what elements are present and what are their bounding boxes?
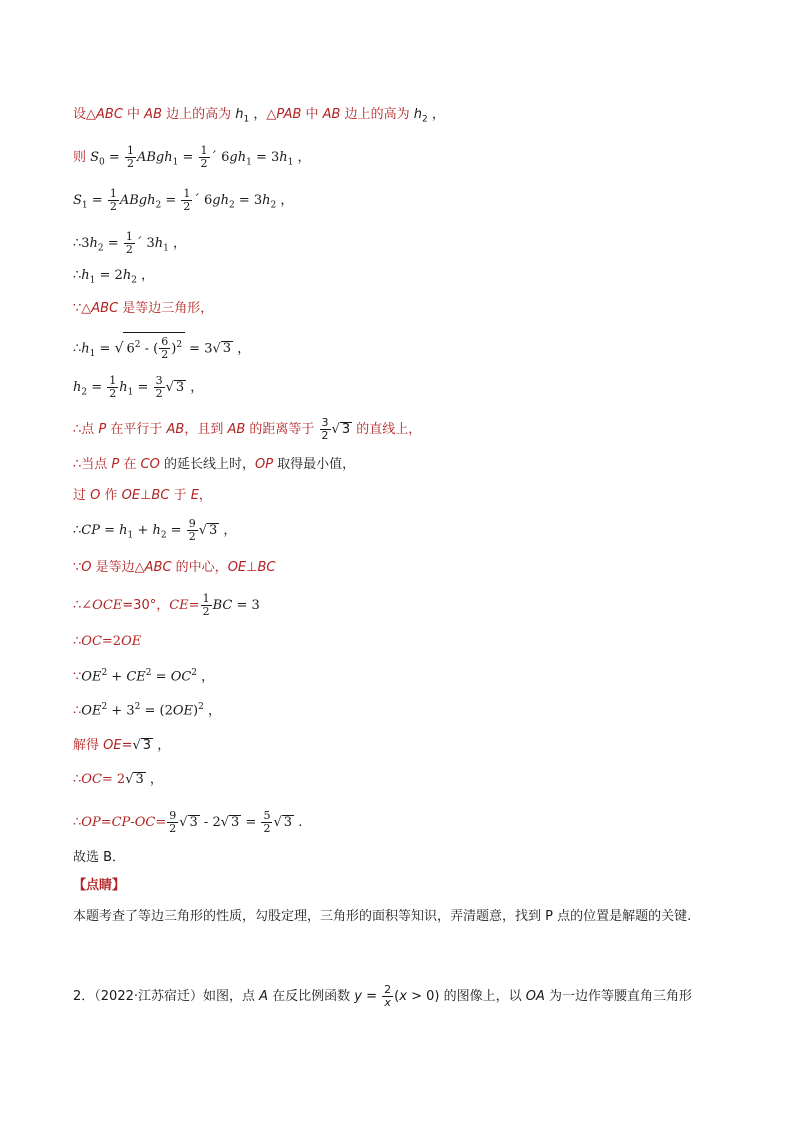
point-p: P (111, 457, 120, 472)
text: 的延长线上时， (159, 457, 255, 472)
var-h: h (262, 193, 271, 208)
text: 是等边 (91, 560, 135, 575)
var-h: h (119, 523, 128, 538)
segment-ce: CE (169, 598, 189, 613)
var-x: x (399, 989, 407, 1004)
exponent: 2 (134, 340, 141, 350)
var-gh: gh (155, 150, 173, 165)
equals: = (100, 815, 112, 830)
text: ∴点 (73, 422, 99, 437)
fraction (124, 231, 135, 256)
times-three: ´ 3 (135, 236, 155, 251)
denominator: 2 (200, 157, 208, 170)
segment-ab: AB (322, 107, 341, 122)
point-a: A (259, 989, 269, 1004)
equals: = (103, 236, 123, 251)
numerator: 1 (200, 144, 208, 157)
text: 于 (169, 488, 191, 503)
therefore-three: ∴3 (73, 236, 90, 251)
therefore-symbol: ∴ (73, 703, 82, 719)
segment-co: CO (140, 457, 160, 472)
segment-cp: CP (81, 523, 100, 538)
punct: ， (427, 107, 445, 122)
denominator: 2 (126, 157, 134, 170)
segment-oa: OA (525, 989, 545, 1004)
times-six: ´ 6 (210, 150, 230, 165)
numerator: 1 (183, 187, 191, 200)
because-symbol: ∵ (73, 669, 82, 685)
triangle-pab: △PAB (266, 107, 302, 122)
exponent: 2 (101, 702, 108, 712)
next-question (73, 984, 692, 1009)
solution-line-18 (73, 736, 170, 756)
punct: ， (145, 772, 163, 787)
var-gh: gh (138, 193, 156, 208)
segment-ab: AB (227, 422, 246, 437)
radicand: 3 (209, 523, 218, 538)
minus: - (130, 815, 135, 830)
point-p: P (98, 422, 107, 437)
numerator: 9 (169, 809, 177, 822)
point-o: O (81, 560, 92, 575)
subscript: 1 (163, 243, 169, 254)
segment-ce: CE (126, 669, 146, 685)
punct: ， (276, 193, 294, 208)
therefore-symbol: ∴ (73, 772, 82, 787)
text: 是等边三角形， (118, 301, 214, 316)
radical-sign: √ (165, 380, 174, 395)
radicand: 3 (135, 772, 144, 787)
segment-bc: BC (257, 560, 276, 575)
comment-body (73, 904, 723, 930)
equals: = (95, 341, 115, 357)
fraction (382, 984, 393, 1009)
text: 设 (73, 107, 87, 122)
subscript: 2 (155, 200, 162, 211)
text: ∴当点 (73, 457, 112, 472)
fraction (108, 188, 119, 213)
denominator: 2 (161, 348, 169, 362)
solution-line-11 (73, 486, 212, 506)
answer-text: 故选 B． (73, 850, 126, 865)
punct: ， (293, 150, 311, 165)
subscript: 2 (97, 243, 104, 254)
var-h: h (122, 268, 132, 283)
text: 过 (73, 488, 91, 503)
radicand: 3 (222, 341, 232, 357)
question-text: 在反比例函数 (268, 989, 355, 1004)
subscript: 1 (127, 387, 134, 398)
subscript: 1 (287, 157, 294, 168)
subscript: 1 (81, 200, 88, 211)
fraction (154, 375, 165, 400)
radicand (123, 332, 185, 361)
solution-line-20 (73, 810, 302, 835)
fraction (125, 145, 136, 170)
equals: = (362, 989, 382, 1004)
text: 中 (122, 107, 145, 122)
because-symbol: ∵ (73, 560, 82, 575)
numerator: 1 (126, 144, 134, 157)
numerator: 1 (109, 187, 117, 200)
angle-oce: OCE (92, 598, 123, 613)
segment-oe: OE (103, 738, 122, 753)
segment-oe: OE (121, 634, 142, 649)
fraction (107, 375, 118, 400)
equals-two: = 2 (101, 772, 126, 787)
exponent: 2 (134, 702, 141, 712)
therefore-symbol: ∴ (73, 523, 82, 538)
var-h: h (119, 380, 128, 395)
text: 作 (100, 488, 122, 503)
question-text: 2．（2022·江苏宿迁）如图，点 (73, 989, 260, 1004)
answer-line (73, 848, 125, 868)
segment-bc: BC (151, 488, 170, 503)
text: ，且到 (184, 422, 228, 437)
solution-line-16 (73, 663, 214, 687)
equals-three: = 3 (185, 341, 213, 357)
therefore-angle: ∴∠ (73, 598, 93, 613)
numerator: 1 (109, 374, 117, 387)
segment-oc: OC (170, 669, 192, 685)
subscript: 0 (99, 157, 105, 168)
denominator: 2 (202, 605, 210, 618)
solution-line-1 (73, 105, 445, 130)
denominator: 2 (109, 387, 117, 400)
fraction (167, 810, 178, 835)
radical-sign: √ (220, 815, 230, 830)
fraction (181, 188, 192, 213)
equals: = (151, 669, 171, 685)
punct: ， (168, 236, 186, 251)
times-six: ´ 6 (193, 193, 213, 208)
equals: = (166, 523, 186, 538)
solution-line-2 (73, 145, 311, 173)
numerator: 5 (263, 809, 271, 822)
minus-two: - 2 (199, 815, 221, 830)
question-text: > 0) 的图像上，以 (406, 989, 526, 1004)
text: 则 (73, 150, 91, 165)
solution-line-9 (73, 417, 421, 442)
var-h: h (235, 107, 244, 122)
subscript: 2 (421, 114, 428, 125)
equals-two: =2 (101, 634, 122, 649)
radicand: 3 (189, 815, 198, 830)
text: 的直线上， (352, 422, 422, 437)
numerator: 9 (188, 517, 196, 530)
fraction (159, 336, 170, 361)
equals-three: = 3 (251, 150, 280, 165)
var-h: h (279, 150, 288, 165)
punct: ， (249, 107, 267, 122)
radicand: 3 (142, 738, 152, 753)
punct: ， (203, 703, 221, 719)
segment-bc: BC (212, 598, 233, 613)
text: 边上的高为 (161, 107, 236, 122)
var-h: h (73, 380, 82, 395)
solution-line-7 (73, 332, 250, 364)
equals: = (161, 193, 181, 208)
equals: = (99, 523, 120, 538)
denominator: 2 (125, 243, 133, 256)
perpendicular-symbol: ⊥ (140, 488, 152, 503)
therefore-symbol: ∴ (73, 341, 82, 357)
equals-three: = 3 (234, 193, 263, 208)
denominator: 2 (169, 822, 177, 835)
equals: = (241, 815, 261, 830)
numerator: 1 (202, 592, 210, 605)
subscript: 2 (228, 200, 235, 211)
segment-op: OP (81, 815, 101, 830)
solution-line-15 (73, 632, 141, 652)
equals: = (87, 193, 107, 208)
exponent: 2 (198, 702, 204, 712)
punct: ， (153, 738, 171, 753)
equals-two: = 2 (95, 268, 123, 283)
solution-line-8 (73, 375, 203, 403)
subscript: 1 (246, 157, 252, 168)
point-e: E (190, 488, 199, 503)
numerator: 6 (161, 335, 169, 349)
solution-line-14 (73, 593, 260, 618)
comment-body-text: 本题考查了等边三角形的性质，勾股定理，三角形的面积等知识，弄清题意，找到 P 点的位置是解题的关键. (73, 909, 692, 924)
equals: = (178, 150, 198, 165)
comment-heading-text: 【点睛】 (73, 878, 126, 893)
radicand: 3 (175, 380, 185, 395)
var-y: y (354, 989, 362, 1004)
exponent: 2 (191, 668, 198, 678)
comment-heading (73, 876, 125, 896)
segment-oe: OE (81, 669, 102, 685)
radicand: 3 (283, 815, 293, 830)
denominator: x (384, 996, 391, 1009)
segment-oe: OE (172, 703, 193, 719)
segment-ab: AB (166, 422, 185, 437)
number: 6 (126, 341, 135, 357)
fraction (187, 518, 198, 543)
var-h: h (81, 268, 90, 283)
segment-cp: CP (111, 815, 131, 830)
segment-ab: AB (119, 193, 139, 208)
var-gh: gh (212, 193, 229, 208)
segment-ab: AB (144, 107, 162, 122)
therefore-symbol: ∴ (73, 268, 82, 283)
radical-sign: √ (273, 815, 282, 830)
perpendicular-symbol: ⊥ (246, 560, 258, 575)
point-o: O (90, 488, 101, 503)
subscript: 2 (81, 387, 88, 398)
fraction (199, 145, 210, 170)
paren: ( (394, 989, 400, 1004)
segment-oc: OC (81, 772, 102, 787)
punct: ， (219, 523, 237, 538)
subscript: 1 (127, 530, 134, 541)
numerator: 3 (321, 416, 329, 429)
subscript: 2 (270, 200, 277, 211)
paren: ) (193, 703, 199, 719)
fraction (201, 593, 212, 618)
var-s: S (90, 150, 100, 165)
radical-sign: √ (331, 422, 340, 437)
segment-oe: OE (121, 488, 141, 503)
radical-sign: √ (125, 772, 134, 787)
var-h: h (152, 523, 161, 538)
radical-sign: √ (132, 738, 141, 753)
solution-line-3 (73, 188, 293, 216)
equals: = (104, 150, 124, 165)
punct: . (294, 815, 303, 830)
question-text: 为一边作等腰直角三角形 (544, 989, 692, 1004)
denominator: 2 (183, 200, 191, 213)
equals: = (188, 598, 200, 613)
text: 解得 (73, 738, 104, 753)
segment-oe: OE (81, 703, 102, 719)
solution-line-12 (73, 518, 236, 546)
punct: ， (233, 341, 251, 357)
radical-sign: √ (114, 340, 124, 357)
var-h: h (413, 107, 422, 122)
because-symbol: ∵ (73, 301, 82, 316)
fraction (261, 810, 272, 835)
numerator: 3 (155, 374, 163, 387)
numerator: 2 (384, 983, 392, 996)
punct: ， (136, 268, 155, 283)
plus: + (133, 523, 153, 538)
subscript: 1 (243, 114, 250, 125)
denominator: 2 (263, 822, 271, 835)
radical-sign: √ (212, 341, 221, 357)
punct: ， (198, 488, 212, 503)
equals-paren: = (2 (140, 703, 173, 719)
solution-line-10 (73, 455, 355, 475)
denominator: 2 (188, 530, 196, 543)
segment-op: OP (254, 457, 274, 472)
triangle-abc: △ABC (134, 560, 172, 575)
plus-three: + 3 (107, 703, 135, 719)
therefore-symbol: ∴ (73, 634, 82, 649)
punct: ， (197, 669, 215, 685)
solution-line-6 (73, 299, 213, 319)
denominator: 2 (155, 387, 163, 400)
denominator: 2 (109, 200, 117, 213)
equals: = (121, 738, 133, 753)
numerator: 1 (125, 230, 133, 243)
var-h: h (154, 236, 164, 251)
subscript: 1 (89, 348, 96, 359)
var-s: S (73, 193, 82, 208)
solution-line-17 (73, 697, 221, 721)
paren: ) (171, 341, 177, 357)
text: 的距离等于 (245, 422, 319, 437)
subscript: 1 (89, 275, 96, 286)
solution-line-13 (73, 558, 275, 578)
subscript: 2 (160, 530, 167, 541)
text: 取得最小值， (273, 457, 356, 472)
text: 的中心， (171, 560, 228, 575)
triangle-abc: △ABC (81, 301, 119, 316)
radicand: 3 (231, 815, 240, 830)
punct: ， (186, 380, 204, 395)
radical-sign: √ (179, 815, 188, 830)
segment-oc: OC (134, 815, 156, 830)
exponent: 2 (101, 668, 108, 678)
equals: = (87, 380, 107, 395)
exponent: 2 (176, 340, 183, 350)
solution-line-19 (73, 770, 163, 790)
segment-ab: AB (136, 150, 156, 165)
equals-three: = 3 (232, 598, 260, 613)
equals: = (155, 815, 167, 830)
fraction (320, 417, 331, 442)
var-h: h (89, 236, 98, 251)
exponent: 2 (145, 668, 152, 678)
solution-line-4 (73, 231, 186, 259)
triangle-abc: △ABC (86, 107, 123, 122)
equals: = (133, 380, 153, 395)
segment-oe: OE (227, 560, 247, 575)
var-gh: gh (229, 150, 247, 165)
therefore-symbol: ∴ (73, 815, 82, 830)
subscript: 1 (172, 157, 179, 168)
plus: + (107, 669, 127, 685)
radicand: 3 (341, 422, 351, 437)
text: 在 (119, 457, 141, 472)
text: 边上的高为 (340, 107, 414, 122)
var-h: h (81, 341, 90, 357)
solution-line-5 (73, 266, 154, 291)
text: 中 (301, 107, 323, 122)
text: =30°， (122, 598, 170, 613)
subscript: 2 (131, 275, 137, 286)
radical-sign: √ (198, 523, 208, 538)
text: 在平行于 (106, 422, 167, 437)
segment-oc: OC (81, 634, 102, 649)
denominator: 2 (321, 429, 329, 442)
minus: - ( (140, 341, 159, 357)
